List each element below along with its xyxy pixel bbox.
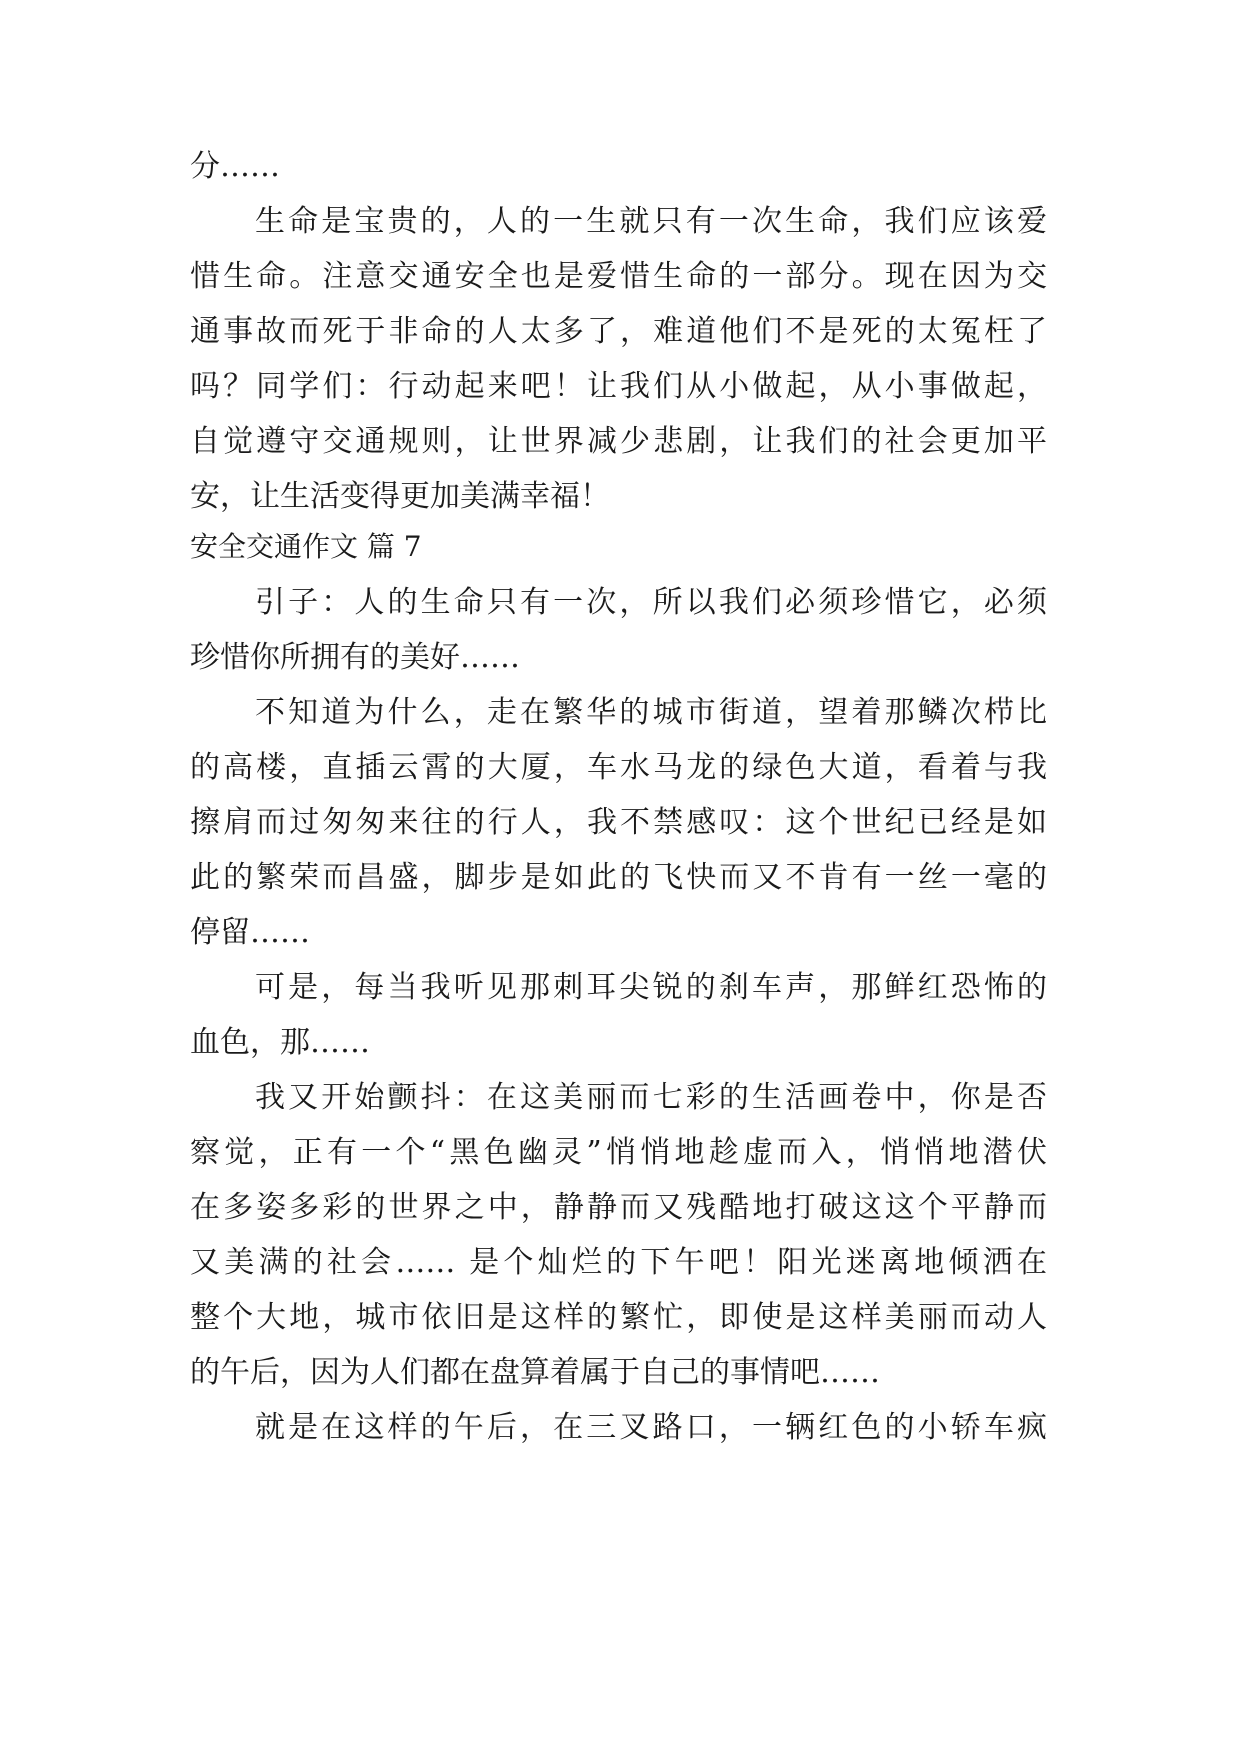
paragraph-line: 就是在这样的午后，在三叉路口，一辆红色的小轿车疯 xyxy=(255,1410,1047,1445)
paragraph-line: 引子：人的生命只有一次，所以我们必须珍惜它，必须 xyxy=(255,585,1047,620)
paragraph-line: 在多姿多彩的世界之中，静静而又残酷地打破这这个平静而 xyxy=(190,1190,1047,1225)
paragraph-line: 自觉遵守交通规则，让世界减少悲剧，让我们的社会更加平 xyxy=(190,424,1047,459)
paragraph-line: 不知道为什么，走在繁华的城市街道，望着那鳞次栉比 xyxy=(255,695,1047,730)
paragraph-line: 擦肩而过匆匆来往的行人，我不禁感叹：这个世纪已经是如 xyxy=(190,805,1047,840)
paragraph-line: 通事故而死于非命的人太多了，难道他们不是死的太冤枉了 xyxy=(190,314,1047,349)
paragraph-line: 停留…… xyxy=(190,915,310,950)
paragraph-line: 可是，每当我听见那刺耳尖锐的刹车声，那鲜红恐怖的 xyxy=(255,970,1047,1005)
paragraph-line: 吗？同学们：行动起来吧！让我们从小做起，从小事做起， xyxy=(190,369,1047,404)
paragraph-line: 分…… xyxy=(190,149,280,184)
paragraph-line: 我又开始颤抖：在这美丽而七彩的生活画卷中，你是否 xyxy=(255,1080,1047,1115)
paragraph-line: 察觉，正有一个“黑色幽灵”悄悄地趁虚而入，悄悄地潜伏 xyxy=(190,1135,1047,1170)
paragraph-line: 生命是宝贵的，人的一生就只有一次生命，我们应该爱 xyxy=(255,204,1047,239)
paragraph-line: 整个大地，城市依旧是这样的繁忙，即使是这样美丽而动人 xyxy=(190,1300,1047,1335)
section-heading: 安全交通作文 篇 7 xyxy=(190,530,422,563)
paragraph-line: 安，让生活变得更加美满幸福！ xyxy=(190,479,610,514)
paragraph-line: 血色，那…… xyxy=(190,1025,370,1060)
paragraph-line: 又美满的社会…… 是个灿烂的下午吧！阳光迷离地倾洒在 xyxy=(190,1245,1047,1280)
paragraph-line: 惜生命。注意交通安全也是爱惜生命的一部分。现在因为交 xyxy=(190,259,1047,294)
paragraph-line: 的午后，因为人们都在盘算着属于自己的事情吧…… xyxy=(190,1355,880,1390)
paragraph-line: 的高楼，直插云霄的大厦，车水马龙的绿色大道，看着与我 xyxy=(190,750,1047,785)
paragraph-line: 珍惜你所拥有的美好…… xyxy=(190,640,520,675)
paragraph-line: 此的繁荣而昌盛，脚步是如此的飞快而又不肯有一丝一毫的 xyxy=(190,860,1047,895)
